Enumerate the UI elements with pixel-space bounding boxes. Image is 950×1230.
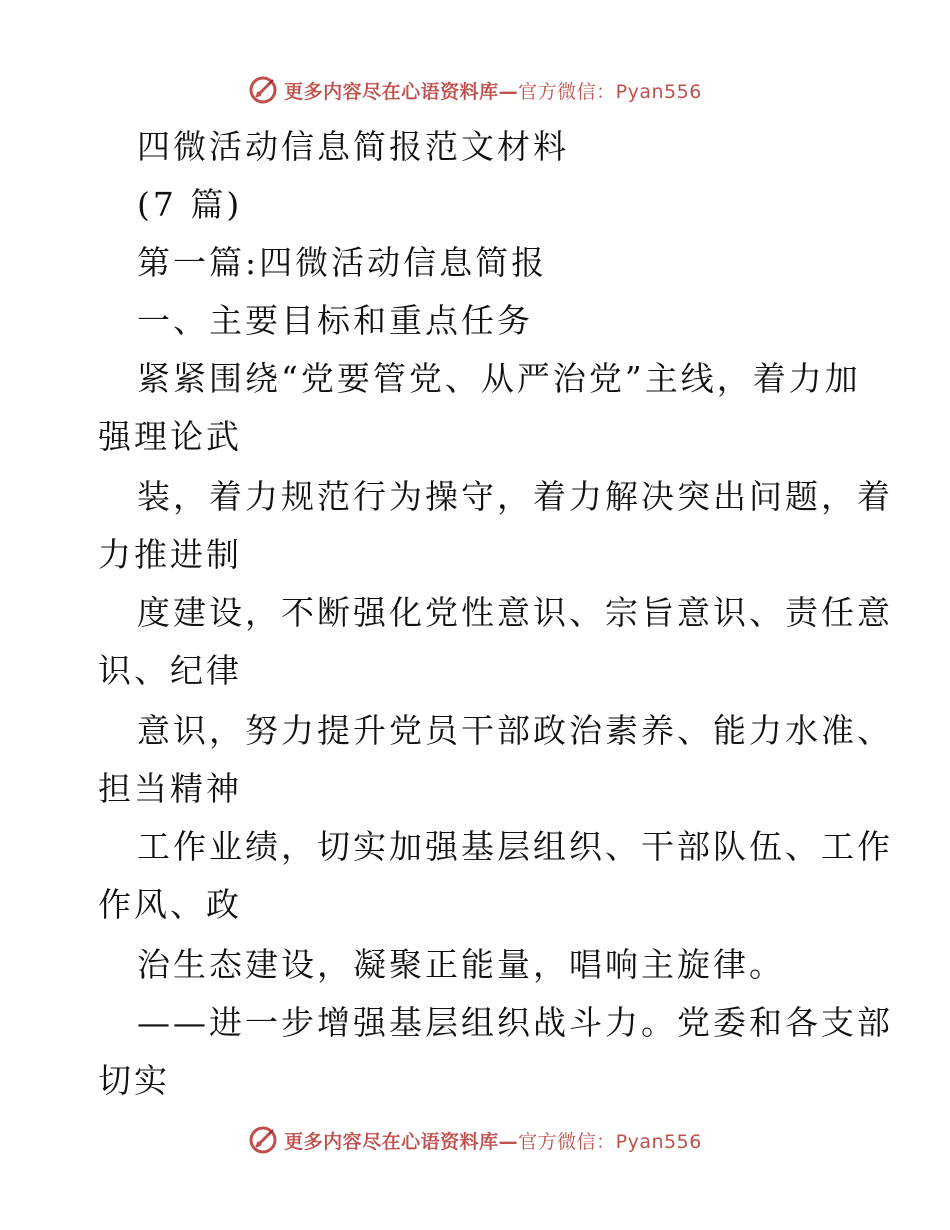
banner-wechat-text: 官方微信：Pyan556 [518,80,702,103]
banner-brand-text: 更多内容尽在心语资料库— [284,1130,519,1153]
paragraph-line: 装，着力规范行为操守，着力解决突出问题，着 [137,477,893,516]
footer-banner [0,1120,950,1160]
paragraph-line: 力推进制 [98,535,242,574]
paragraph-line: 度建设，不断强化党性意识、宗旨意识、责任意 [137,593,893,632]
paragraph-line: 意识，努力提升党员干部政治素养、能力水准、 [137,711,893,750]
paragraph-line: 紧紧围绕“党要管党、从严治党”主线，着力加 [137,359,861,398]
quill-seal-icon [248,1125,278,1155]
document-subtitle: (7 篇) [137,185,243,224]
paragraph-line: 担当精神 [98,769,242,808]
section-heading: 第一篇:四微活动信息简报 [137,243,548,282]
subsection-heading: 一、主要目标和重点任务 [137,301,533,340]
banner-brand-text: 更多内容尽在心语资料库— [284,80,519,103]
paragraph-line: 识、纪律 [98,651,242,690]
paragraph-line: ——进一步增强基层组织战斗力。党委和各支部 [137,1003,893,1042]
paragraph-line: 强理论武 [98,417,242,456]
paragraph-line: 工作业绩，切实加强基层组织、干部队伍、工作 [137,827,893,866]
paragraph-line: 治生态建设，凝聚正能量，唱响主旋律。 [137,945,785,984]
banner-wechat-text: 官方微信：Pyan556 [518,1130,702,1153]
paragraph-line: 切实 [98,1061,170,1100]
document-title: 四微活动信息简报范文材料 [137,127,569,166]
paragraph-line: 作风、政 [98,885,242,924]
